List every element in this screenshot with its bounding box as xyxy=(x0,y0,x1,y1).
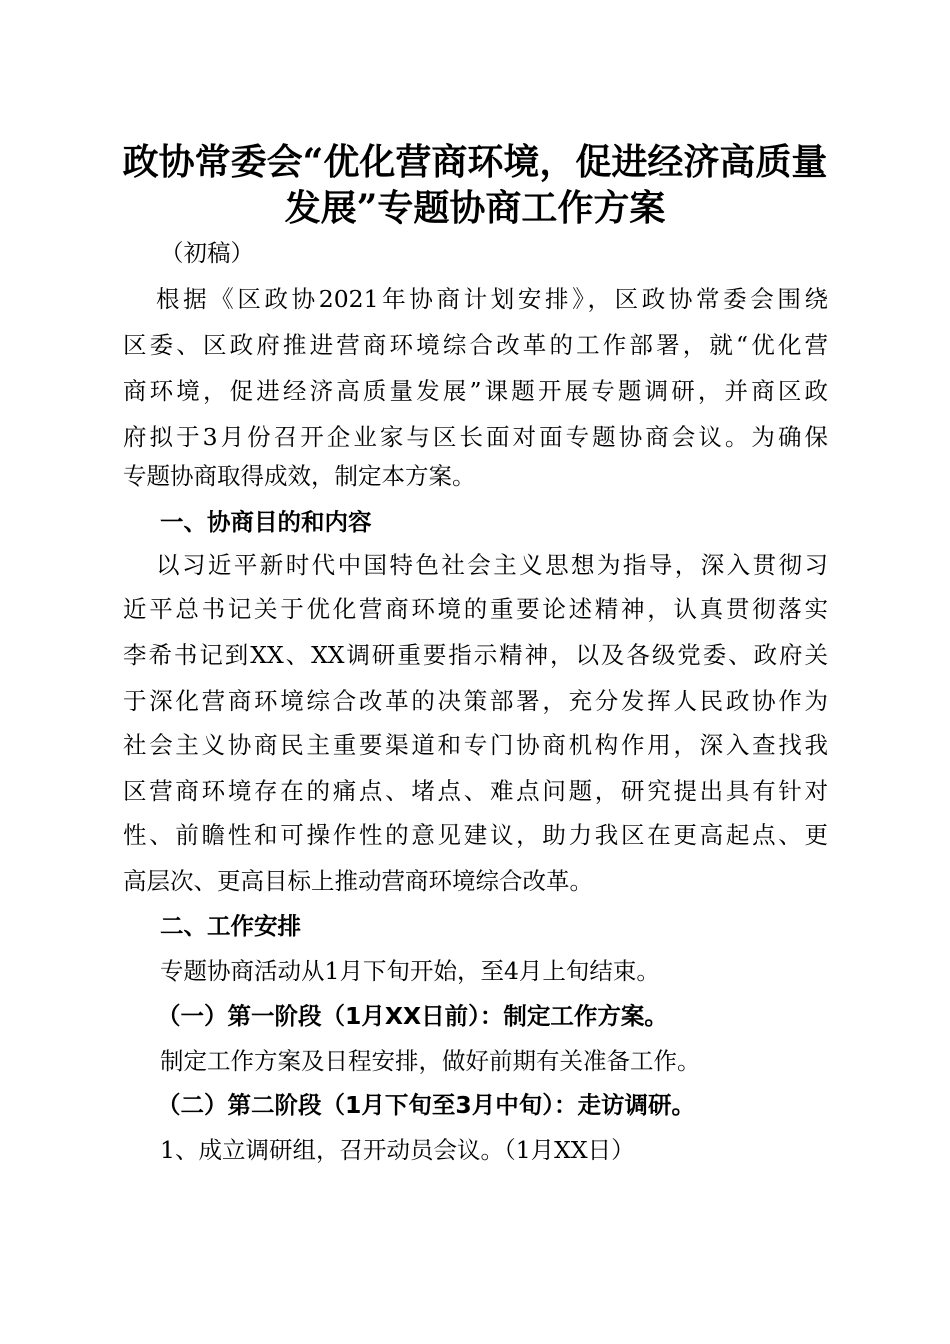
section-1-heading: 一、协商目的和内容 xyxy=(160,508,372,536)
section-1-line-6: 区营商环境存在的痛点、堵点、难点问题，研究提出具有针对 xyxy=(123,777,828,805)
section-2-intro: 专题协商活动从1月下旬开始，至4月上旬结束。 xyxy=(160,957,660,985)
stage-1-heading: （一）第一阶段（1月XX日前）：制定工作方案。 xyxy=(157,1002,668,1030)
stage-1-text: 制定工作方案及日程安排，做好前期有关准备工作。 xyxy=(160,1047,701,1075)
section-1-line-5: 社会主义协商民主重要渠道和专门协商机构作用，深入查找我 xyxy=(123,731,828,759)
intro-line-1: 根据《区政协2021年协商计划安排》，区政协常委会围绕 xyxy=(156,285,828,313)
section-1-line-1: 以习近平新时代中国特色社会主义思想为指导，深入贯彻习 xyxy=(156,551,828,579)
section-1-line-8: 高层次、更高目标上推动营商环境综合改革。 xyxy=(123,867,593,895)
document-title-line-1: 政协常委会“优化营商环境，促进经济高质量 xyxy=(122,141,828,183)
stage-2-heading: （二）第二阶段（1月下旬至3月中旬）：走访调研。 xyxy=(157,1091,695,1119)
intro-line-3: 商环境，促进经济高质量发展”课题开展专题调研，并商区政 xyxy=(123,377,828,405)
intro-line-4: 府拟于3月份召开企业家与区长面对面专题协商会议。为确保 xyxy=(123,423,828,451)
section-2-heading: 二、工作安排 xyxy=(160,912,301,940)
section-1-line-2: 近平总书记关于优化营商环境的重要论述精神，认真贯彻落实 xyxy=(123,595,828,623)
stage-2-item-1: 1、成立调研组，召开动员会议。（1月XX日） xyxy=(160,1136,635,1164)
section-1-line-3: 李希书记到XX、XX调研重要指示精神，以及各级党委、政府关 xyxy=(123,641,828,669)
draft-note: （初稿） xyxy=(160,239,254,267)
section-1-line-4: 于深化营商环境综合改革的决策部署，充分发挥人民政协作为 xyxy=(123,687,828,715)
document-title-line-2: 发展”专题协商工作方案 xyxy=(284,187,666,229)
section-1-line-7: 性、前瞻性和可操作性的意见建议，助力我区在更高起点、更 xyxy=(123,821,828,849)
intro-line-2: 区委、区政府推进营商环境综合改革的工作部署，就“优化营 xyxy=(123,331,828,359)
intro-line-5: 专题协商取得成效，制定本方案。 xyxy=(123,462,476,490)
